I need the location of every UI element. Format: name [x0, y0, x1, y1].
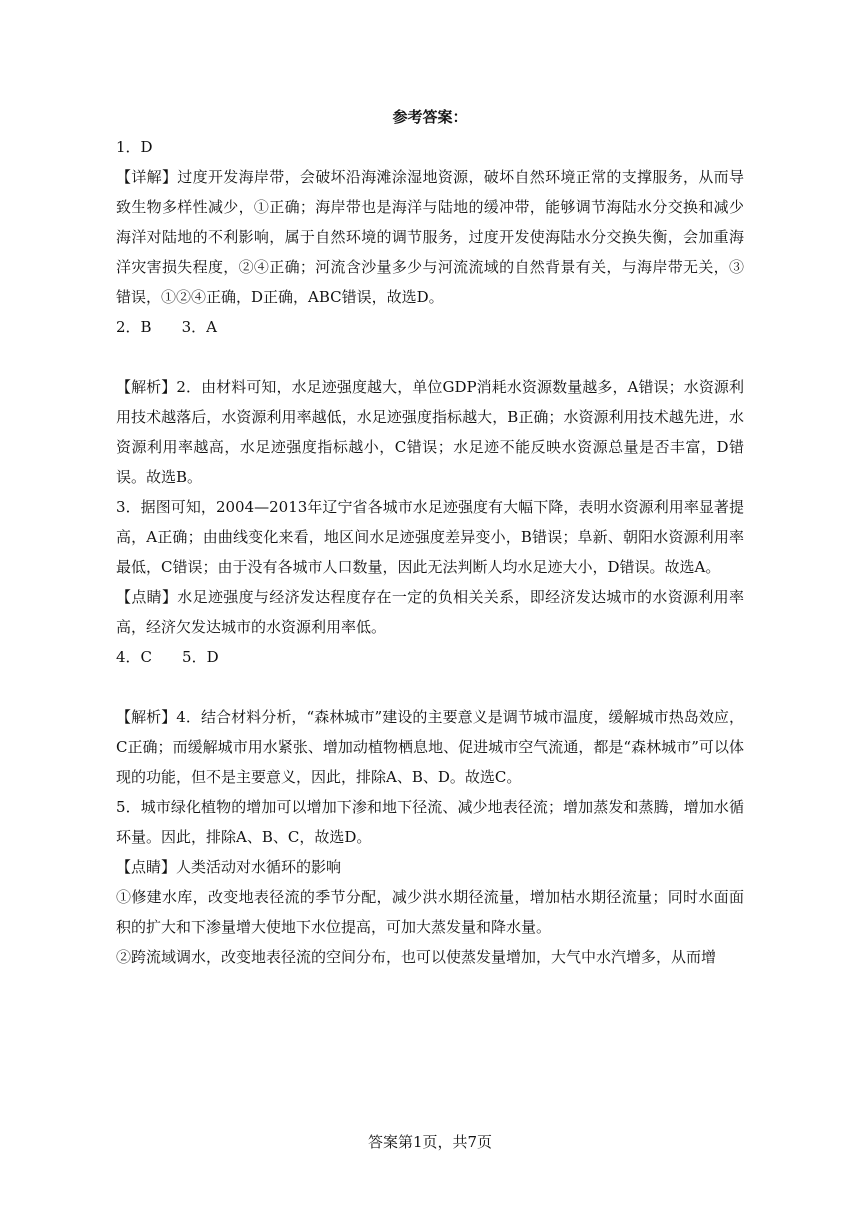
analysis-4: 【解析】4．结合材料分析，“森林城市”建设的主要意义是调节城市温度，缓解城市热岛效应，C正确；而缓解城市用水紧张、增加动植物栖息地、促进城市空气流通，都是“森林城市”可以体现的功能，但不是主要意义，因此，排除A、B、D。故选C。: [116, 708, 744, 786]
answer-4-5: 4．C 5．D: [116, 648, 219, 666]
page-title: 参考答案：: [392, 108, 468, 126]
spacer: [116, 342, 744, 372]
key-point-item-1: ①修建水库，改变地表径流的季节分配，减少洪水期径流量，增加枯水期径流量；同时水面面积的扩大和下渗量增大使地下水位提高，可加大蒸发量和降水量。: [116, 888, 744, 936]
explanation-1: 【详解】过度开发海岸带，会破坏沿海滩涂湿地资源，破坏自然环境正常的支撑服务，从而导致生物多样性减少，①正确；海岸带也是海洋与陆地的缓冲带，能够调节海陆水分交换和减少海洋对陆地的不利影响，属于自然环境的调节服务，过度开发使海陆水分交换失衡，会加重海洋灾害损失程度，②④正确；河流含沙量多少与河流流域的自然背景有关，与海岸带无关，③错误，①②④正确，D正确，ABC错误，故选D。: [116, 168, 744, 306]
answer-2-3: 2．B 3．A: [116, 318, 217, 336]
key-point-2-heading: 【点睛】人类活动对水循环的影响: [116, 858, 342, 876]
answer-1: 1．D: [116, 138, 153, 156]
answer-content: [116, 132, 744, 972]
key-point-1: 【点睛】水足迹强度与经济发达程度存在一定的负相关关系，即经济发达城市的水资源利用率高，经济欠发达城市的水资源利用率低。: [116, 588, 744, 636]
analysis-5: 5．城市绿化植物的增加可以增加下渗和地下径流、减少地表径流；增加蒸发和蒸腾，增加水循环量。因此，排除A、B、C，故选D。: [116, 798, 744, 846]
analysis-2: 【解析】2．由材料可知，水足迹强度越大，单位GDP消耗水资源数量越多，A错误；水资源利用技术越落后，水资源利用率越低，水足迹强度指标越大，B正确；水资源利用技术越先进，水资源利用率越高，水足迹强度指标越小，C错误；水足迹不能反映水资源总量是否丰富，D错误。故选B。: [116, 378, 744, 486]
spacer: [116, 672, 744, 702]
analysis-3: 3．据图可知，2004—2013年辽宁省各城市水足迹强度有大幅下降，表明水资源利用率显著提高，A正确；由曲线变化来看，地区间水足迹强度差异变小，B错误；阜新、朝阳水资源利用率最低，C错误；由于没有各城市人口数量，因此无法判断人均水足迹大小，D错误。故选A。: [116, 498, 744, 576]
page-footer: 答案第1页，共7页: [367, 1133, 493, 1151]
key-point-item-2: ②跨流域调水，改变地表径流的空间分布，也可以使蒸发量增加，大气中水汽增多，从而增: [116, 948, 717, 966]
